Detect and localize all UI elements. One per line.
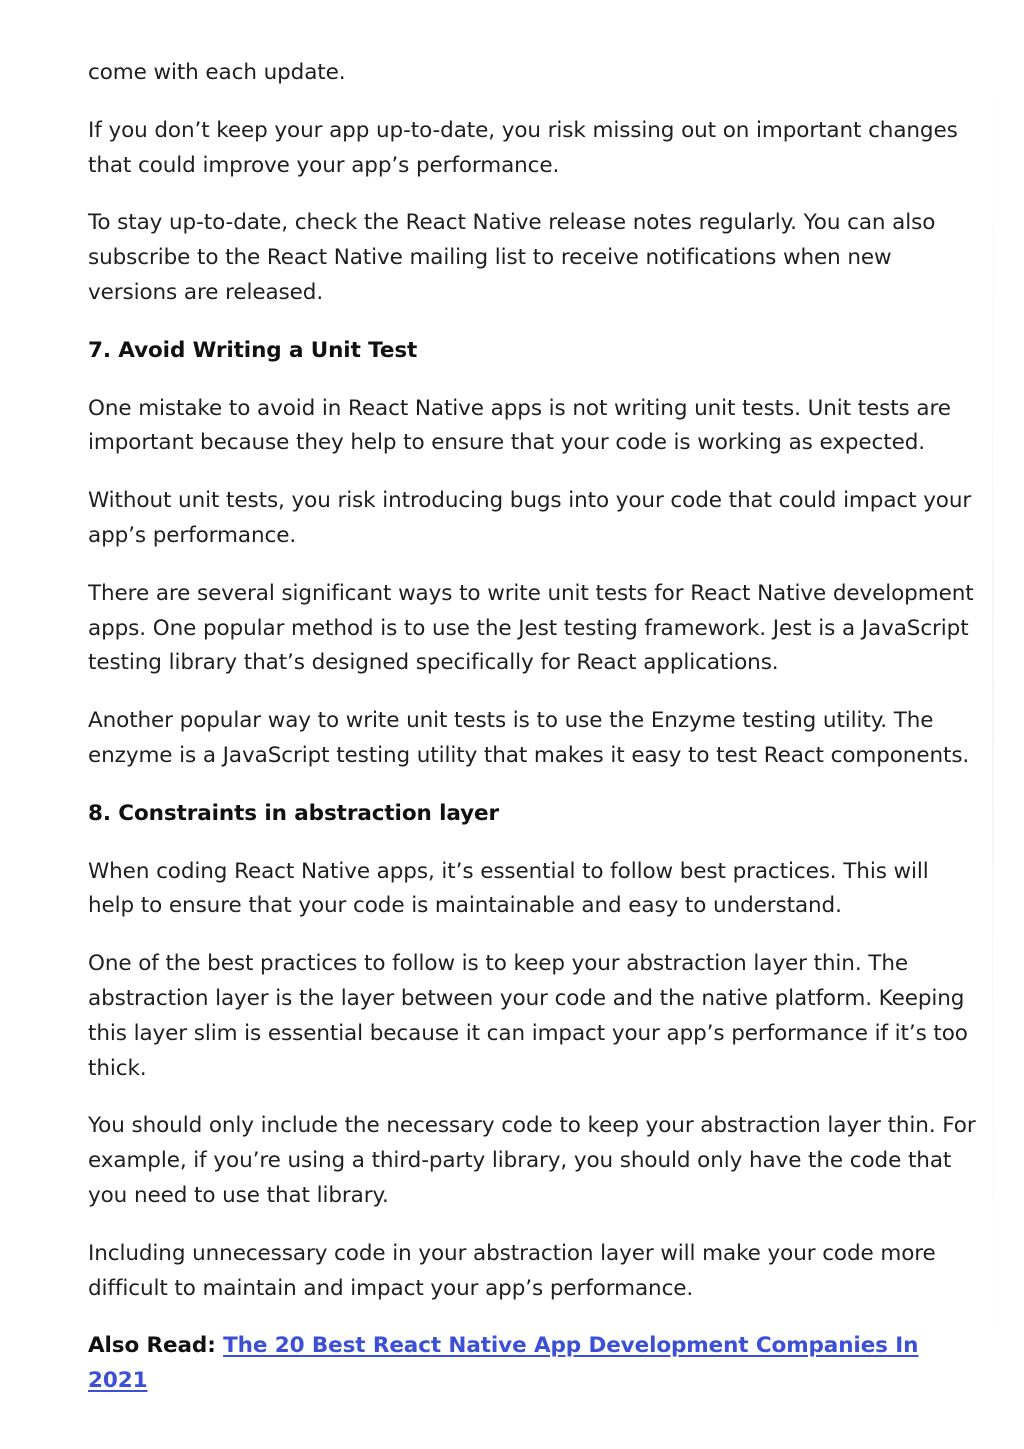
paragraph-jest: There are several significant ways to write unit tests for React Native development apps. One popular method is to use the Jest testing framework. Jest is a JavaScript testing library that’s designed specifically for React applications.	[88, 580, 974, 676]
paragraph-unit-test-mistake: One mistake to avoid in React Native apps is not writing unit tests. Unit tests are important because they help to ensure that your code is working as expected.	[88, 395, 951, 456]
paragraph-best-practices: When coding React Native apps, it’s essential to follow best practices. This will help to ensure that your code is maintainable and easy to understand.	[88, 858, 929, 919]
article-body	[88, 56, 978, 1422]
section-heading-abstraction-layer: 8. Constraints in abstraction layer	[88, 800, 500, 826]
also-read	[88, 1329, 978, 1399]
also-read-link[interactable]: The 20 Best React Native App Development Companies In 2021	[88, 1333, 919, 1394]
paragraph-necessary-code: You should only include the necessary code to keep your abstraction layer thin. For example, if you’re using a third-party library, you should only have the code that you need to use that library.	[88, 1113, 976, 1208]
section-heading-unit-test: 7. Avoid Writing a Unit Test	[88, 337, 418, 363]
paragraph-update-risk: If you don’t keep your app up-to-date, you risk missing out on important changes that could improve your app’s performance.	[88, 117, 958, 178]
paragraph-enzyme: Another popular way to write unit tests is to use the Enzyme testing utility. The enzyme is a JavaScript testing utility that makes it easy to test React components.	[88, 708, 970, 768]
page-edge-shadow	[992, 62, 994, 1362]
paragraph-unit-test-bugs: Without unit tests, you risk introducing bugs into your code that could impact your app’s performance.	[88, 488, 972, 548]
paragraph-continuation: come with each update.	[88, 60, 346, 85]
paragraph-unnecessary-code: Including unnecessary code in your abstraction layer will make your code more difficult to maintain and impact your app’s performance.	[88, 1240, 936, 1301]
also-read-label: Also Read:	[88, 1333, 216, 1359]
paragraph-thin-layer: One of the best practices to follow is to keep your abstraction layer thin. The abstraction layer is the layer between your code and the native platform. Keeping this layer slim is essential because it can impact your app’s performance if it’s too thick.	[88, 951, 968, 1081]
paragraph-release-notes: To stay up-to-date, check the React Native release notes regularly. You can also subscribe to the React Native mailing list to receive notifications when new versions are released.	[88, 210, 936, 305]
